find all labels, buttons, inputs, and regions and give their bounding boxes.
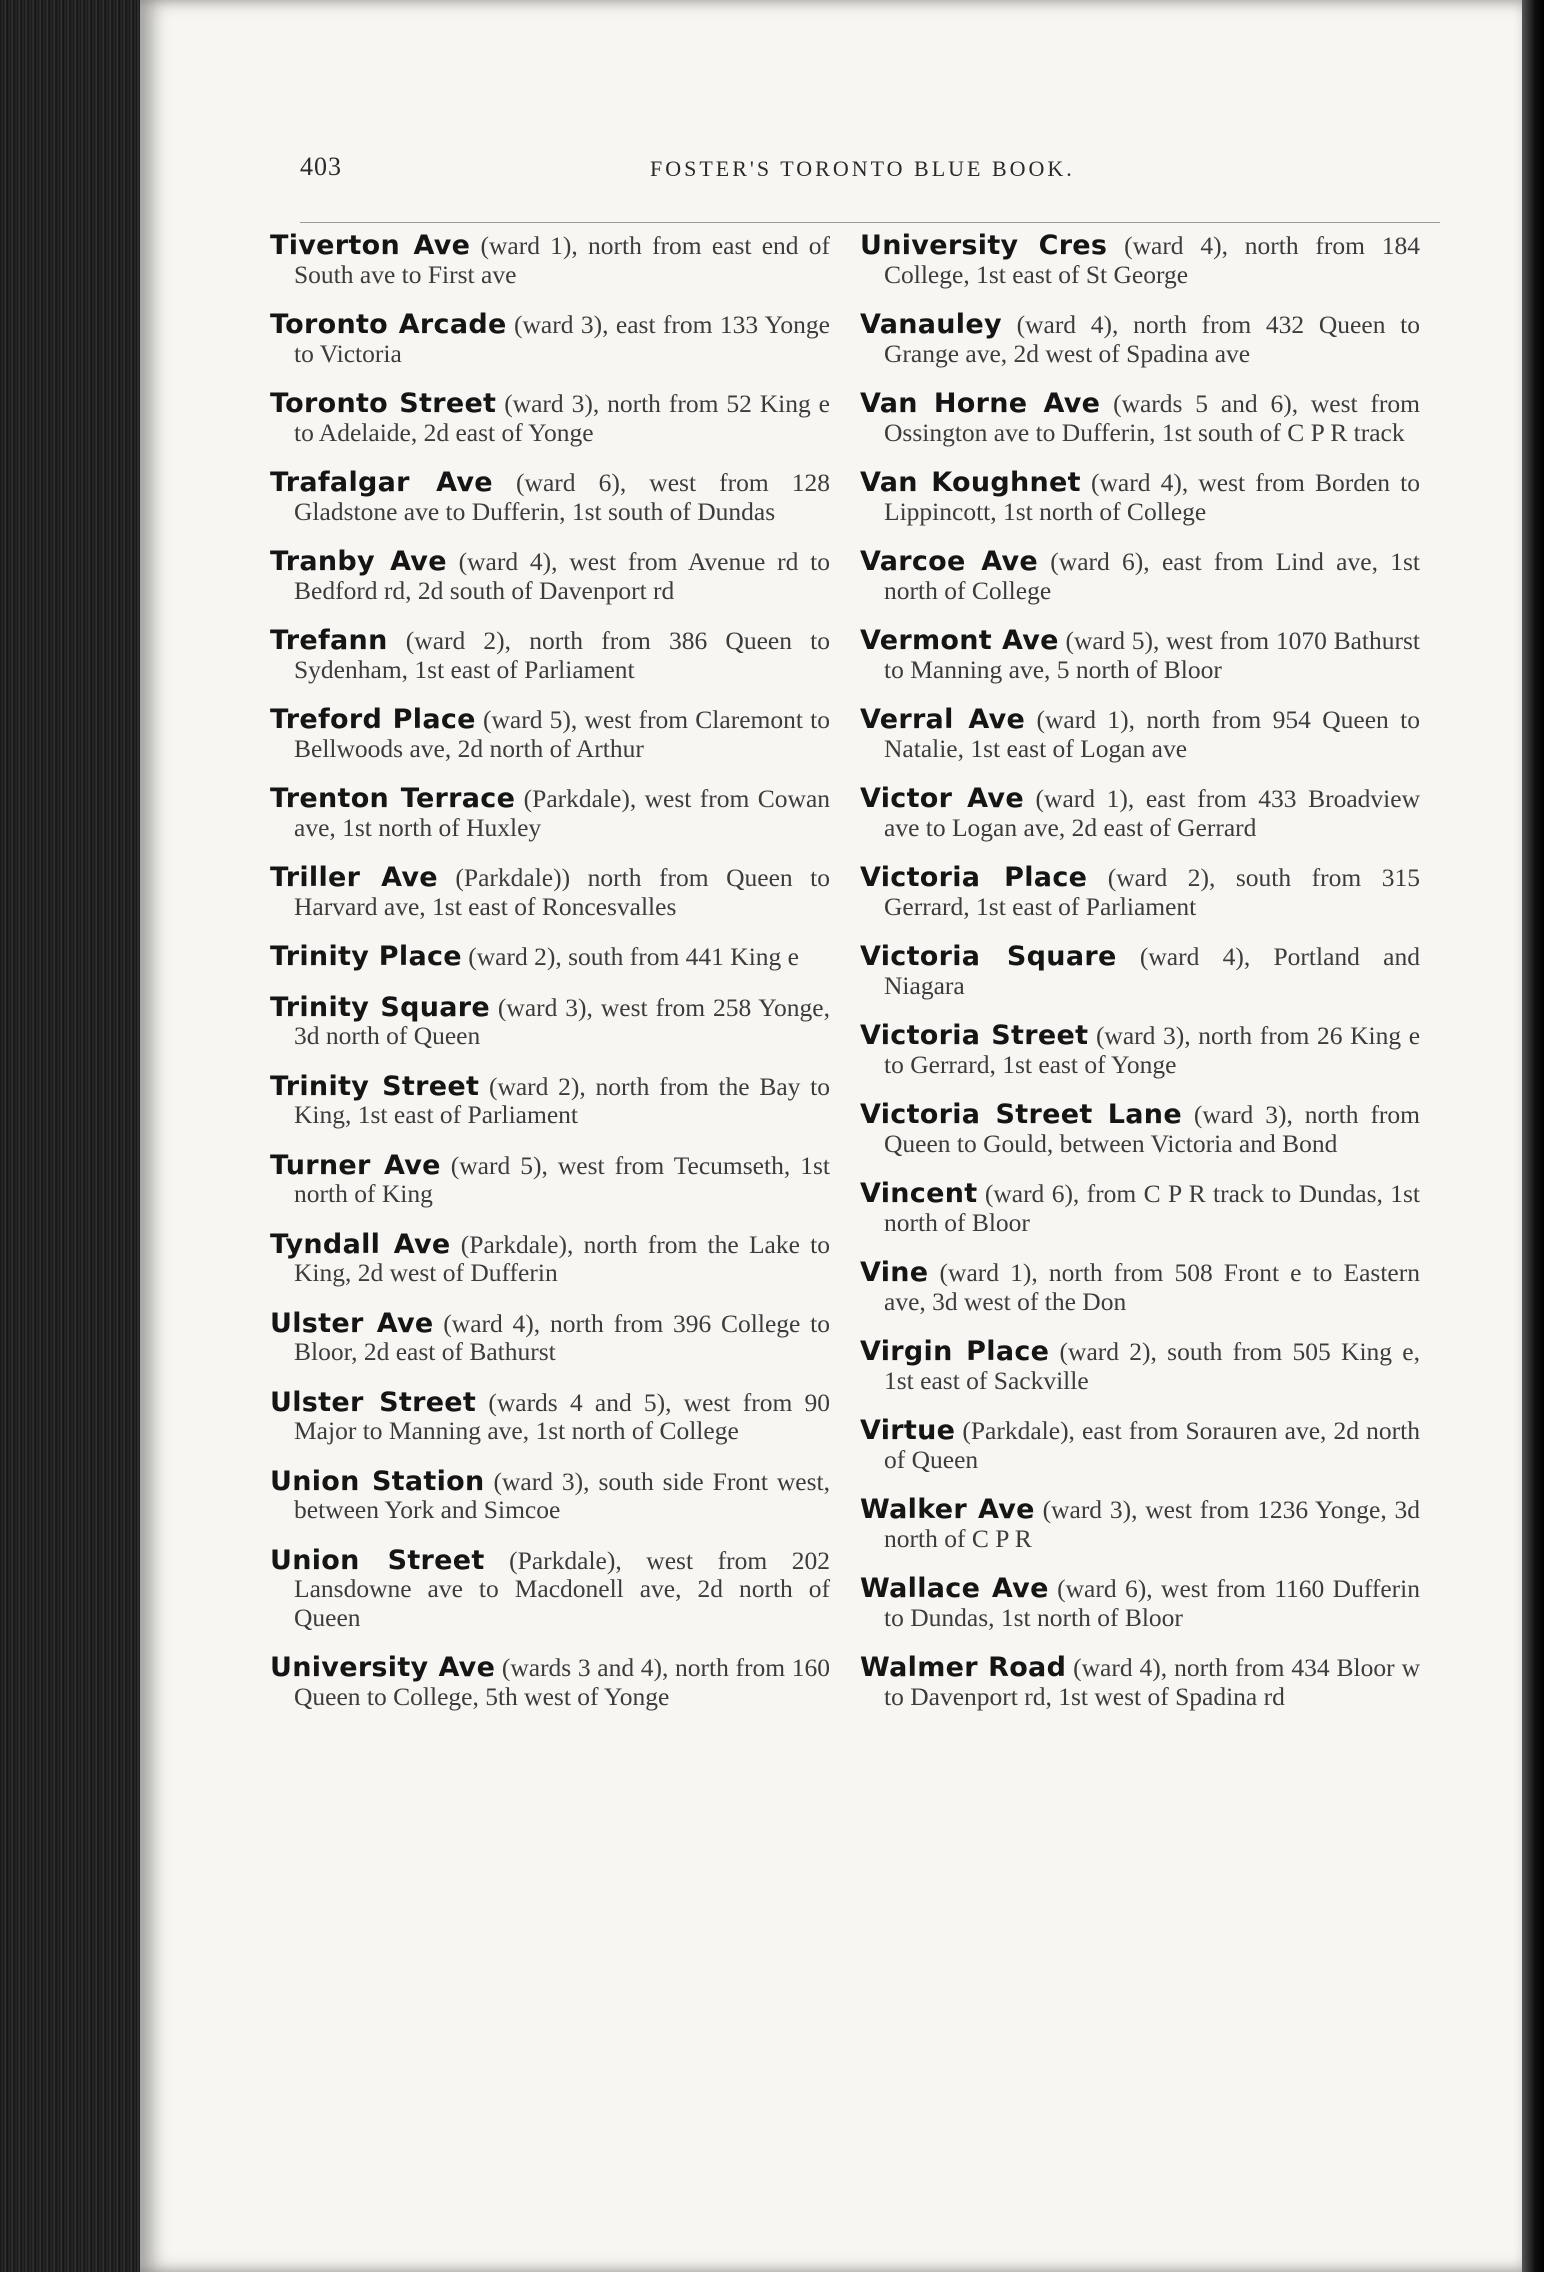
- street-description: (ward 1), north from 508 Front e to Eastern ave, 3d west of the Don: [884, 1258, 1420, 1316]
- street-name: Treford Place: [270, 704, 476, 735]
- street-entry: [270, 390, 830, 447]
- street-description: (ward 6), west from 128 Gladstone ave to Dufferin, 1st south of Dundas: [294, 468, 831, 526]
- street-entry: [860, 1180, 1420, 1237]
- street-name: Victoria Street Lane: [860, 1099, 1182, 1130]
- street-name: Union Station: [270, 1465, 485, 1497]
- street-description: (ward 6), from C P R track to Dundas, 1st north of Bloor: [884, 1179, 1421, 1237]
- street-entry: [860, 1101, 1420, 1158]
- street-name: Trafalgar Ave: [270, 467, 493, 498]
- street-name: Victoria Square: [860, 941, 1117, 972]
- street-description: (ward 4), Portland and Niagara: [884, 942, 1420, 1000]
- street-description: (Parkdale)) north from Queen to Harvard ave, 1st east of Roncesvalles: [294, 863, 830, 921]
- street-name: Trinity Street: [270, 1070, 480, 1102]
- street-entry: [270, 232, 830, 289]
- street-entry: [270, 706, 830, 763]
- street-name: Toronto Street: [270, 388, 497, 419]
- running-head: FOSTER'S TORONTO BLUE BOOK.: [650, 156, 1075, 181]
- street-name: Ulster Ave: [270, 1307, 434, 1339]
- street-name: Vanauley: [860, 309, 1002, 340]
- street-description: (ward 1), east from 433 Broadview ave to Logan ave, 2d east of Gerrard: [884, 784, 1421, 842]
- street-description: (ward 3), west from 258 Yonge, 3d north of Queen: [294, 992, 831, 1050]
- street-name: Verral Ave: [860, 704, 1026, 735]
- street-entry: [270, 1307, 830, 1367]
- street-entry: [270, 1544, 831, 1633]
- page-number: 403: [300, 152, 342, 181]
- street-description: (ward 1), north from east end of South ave to First ave: [294, 231, 830, 289]
- street-description: (ward 3), north from Queen to Gould, between Victoria and Bond: [884, 1100, 1421, 1158]
- street-entry: [860, 785, 1420, 842]
- street-entry: [270, 1465, 831, 1525]
- street-description: (ward 2), north from 386 Queen to Sydenham, 1st east of Parliament: [294, 626, 830, 684]
- street-entry: [860, 1259, 1420, 1316]
- street-description: (ward 2), south from 505 King e, 1st east of Sackville: [884, 1337, 1420, 1395]
- street-description: (ward 2), south from 315 Gerrard, 1st east of Parliament: [884, 863, 1420, 921]
- street-name: Victoria Place: [860, 862, 1088, 893]
- street-entry: [270, 785, 830, 842]
- street-description: (ward 1), north from 954 Queen to Natalie, 1st east of Logan ave: [884, 705, 1420, 763]
- street-entry: [860, 943, 1420, 1000]
- street-description: (Parkdale), east from Sorauren ave, 2d north of Queen: [884, 1416, 1420, 1474]
- street-entry: [270, 1654, 830, 1711]
- street-description: (ward 2), north from the Bay to King, 1st east of Parliament: [294, 1071, 831, 1129]
- street-name: Virtue: [860, 1415, 956, 1446]
- street-name: Varcoe Ave: [860, 546, 1038, 577]
- street-description: (ward 2), south from 441 King e: [468, 942, 799, 971]
- street-description: (ward 4), north from 396 College to Bloor, 2d east of Bathurst: [294, 1308, 830, 1366]
- book-page-edges: [0, 0, 150, 2272]
- header-rule: [300, 222, 1440, 223]
- street-description: (ward 4), north from 184 College, 1st east of St George: [884, 231, 1420, 289]
- street-name: Turner Ave: [270, 1149, 441, 1181]
- street-name: Trefann: [270, 625, 388, 656]
- street-entry: [860, 548, 1420, 605]
- street-name: Victor Ave: [860, 783, 1024, 814]
- left-column: [270, 232, 830, 1733]
- street-entry: [860, 469, 1420, 526]
- street-name: Trinity Place: [270, 941, 462, 972]
- street-description: (ward 5), west from Tecumseth, 1st north of King: [294, 1150, 830, 1208]
- street-name: Trinity Square: [270, 991, 490, 1023]
- street-name: Vermont Ave: [860, 625, 1059, 656]
- street-entry: [860, 1417, 1420, 1474]
- street-entry: [270, 469, 830, 526]
- street-entry: [270, 943, 830, 972]
- street-description: (wards 4 and 5), west from 90 Major to Manning ave, 1st north of College: [294, 1387, 830, 1445]
- street-entry: [270, 1149, 830, 1209]
- street-entry: [860, 1496, 1420, 1553]
- street-name: Walmer Road: [860, 1652, 1067, 1683]
- street-entry: [270, 991, 831, 1051]
- street-name: Wallace Ave: [860, 1573, 1049, 1604]
- street-name: Tiverton Ave: [270, 230, 471, 261]
- street-description: (ward 3), west from 1236 Yonge, 3d north of C P R: [884, 1495, 1420, 1553]
- street-entry: [270, 1070, 831, 1130]
- street-name: University Ave: [270, 1652, 496, 1683]
- street-entry: [270, 627, 830, 684]
- right-column: [860, 232, 1420, 1733]
- street-name: Ulster Street: [270, 1386, 477, 1418]
- street-name: Trenton Terrace: [270, 783, 516, 814]
- street-description: (Parkdale), west from 202 Lansdowne ave to Macdonell ave, 2d north of Queen: [294, 1545, 831, 1632]
- street-entry: [860, 1575, 1420, 1632]
- street-description: (Parkdale), west from Cowan ave, 1st north of Huxley: [294, 784, 831, 842]
- street-name: Victoria Street: [860, 1020, 1089, 1051]
- street-name: Triller Ave: [270, 862, 438, 893]
- street-entry: [860, 1654, 1420, 1711]
- street-entry: [270, 1386, 830, 1446]
- street-description: (wards 5 and 6), west from Ossington ave to Dufferin, 1st south of C P R track: [884, 389, 1420, 447]
- street-description: (ward 3), south side Front west, between York and Simcoe: [294, 1466, 831, 1524]
- street-entry: [860, 390, 1420, 447]
- street-name: Walker Ave: [860, 1494, 1035, 1525]
- street-description: (ward 4), west from Avenue rd to Bedford rd, 2d south of Davenport rd: [294, 547, 830, 605]
- street-entry: [860, 864, 1420, 921]
- street-entry: [860, 706, 1420, 763]
- street-description: (wards 3 and 4), north from 160 Queen to College, 5th west of Yonge: [294, 1653, 830, 1711]
- street-name: Van Koughnet: [860, 467, 1081, 498]
- street-description: (ward 4), north from 432 Queen to Grange ave, 2d west of Spadina ave: [884, 310, 1420, 368]
- street-entry: [860, 1338, 1420, 1395]
- street-name: Toronto Arcade: [270, 309, 507, 340]
- street-name: Van Horne Ave: [860, 388, 1101, 419]
- street-entry: [270, 311, 830, 368]
- street-entry: [860, 232, 1420, 289]
- street-description: (ward 5), west from Claremont to Bellwoods ave, 2d north of Arthur: [294, 705, 830, 763]
- street-name: Tranby Ave: [270, 546, 447, 577]
- street-entry: [860, 1022, 1420, 1079]
- street-entry: [270, 1228, 831, 1288]
- street-entry: [860, 627, 1420, 684]
- street-description: (ward 4), north from 434 Bloor w to Davenport rd, 1st west of Spadina rd: [884, 1653, 1420, 1711]
- street-description: (ward 5), west from 1070 Bathurst to Manning ave, 5 north of Bloor: [884, 626, 1421, 684]
- right-book-edge: [1522, 0, 1544, 2272]
- street-description: (ward 4), west from Borden to Lippincott, 1st north of College: [884, 468, 1421, 526]
- page-header: [300, 152, 1440, 192]
- street-entry: [860, 311, 1420, 368]
- street-description: (ward 6), west from 1160 Dufferin to Dundas, 1st north of Bloor: [884, 1574, 1420, 1632]
- street-description: (ward 6), east from Lind ave, 1st north of College: [884, 547, 1420, 605]
- street-name: University Cres: [860, 230, 1108, 261]
- street-name: Union Street: [270, 1544, 485, 1576]
- street-description: (Parkdale), north from the Lake to King, 2d west of Dufferin: [294, 1229, 831, 1287]
- street-description: (ward 3), east from 133 Yonge to Victoria: [294, 310, 830, 368]
- street-description: (ward 3), north from 26 King e to Gerrard, 1st east of Yonge: [884, 1021, 1421, 1079]
- street-entry: [270, 864, 830, 921]
- street-name: Vine: [860, 1257, 929, 1288]
- street-entry: [270, 548, 830, 605]
- street-name: Tyndall Ave: [270, 1228, 451, 1260]
- street-name: Virgin Place: [860, 1336, 1050, 1367]
- street-description: (ward 3), north from 52 King e to Adelaide, 2d east of Yonge: [294, 389, 830, 447]
- street-name: Vincent: [860, 1178, 978, 1209]
